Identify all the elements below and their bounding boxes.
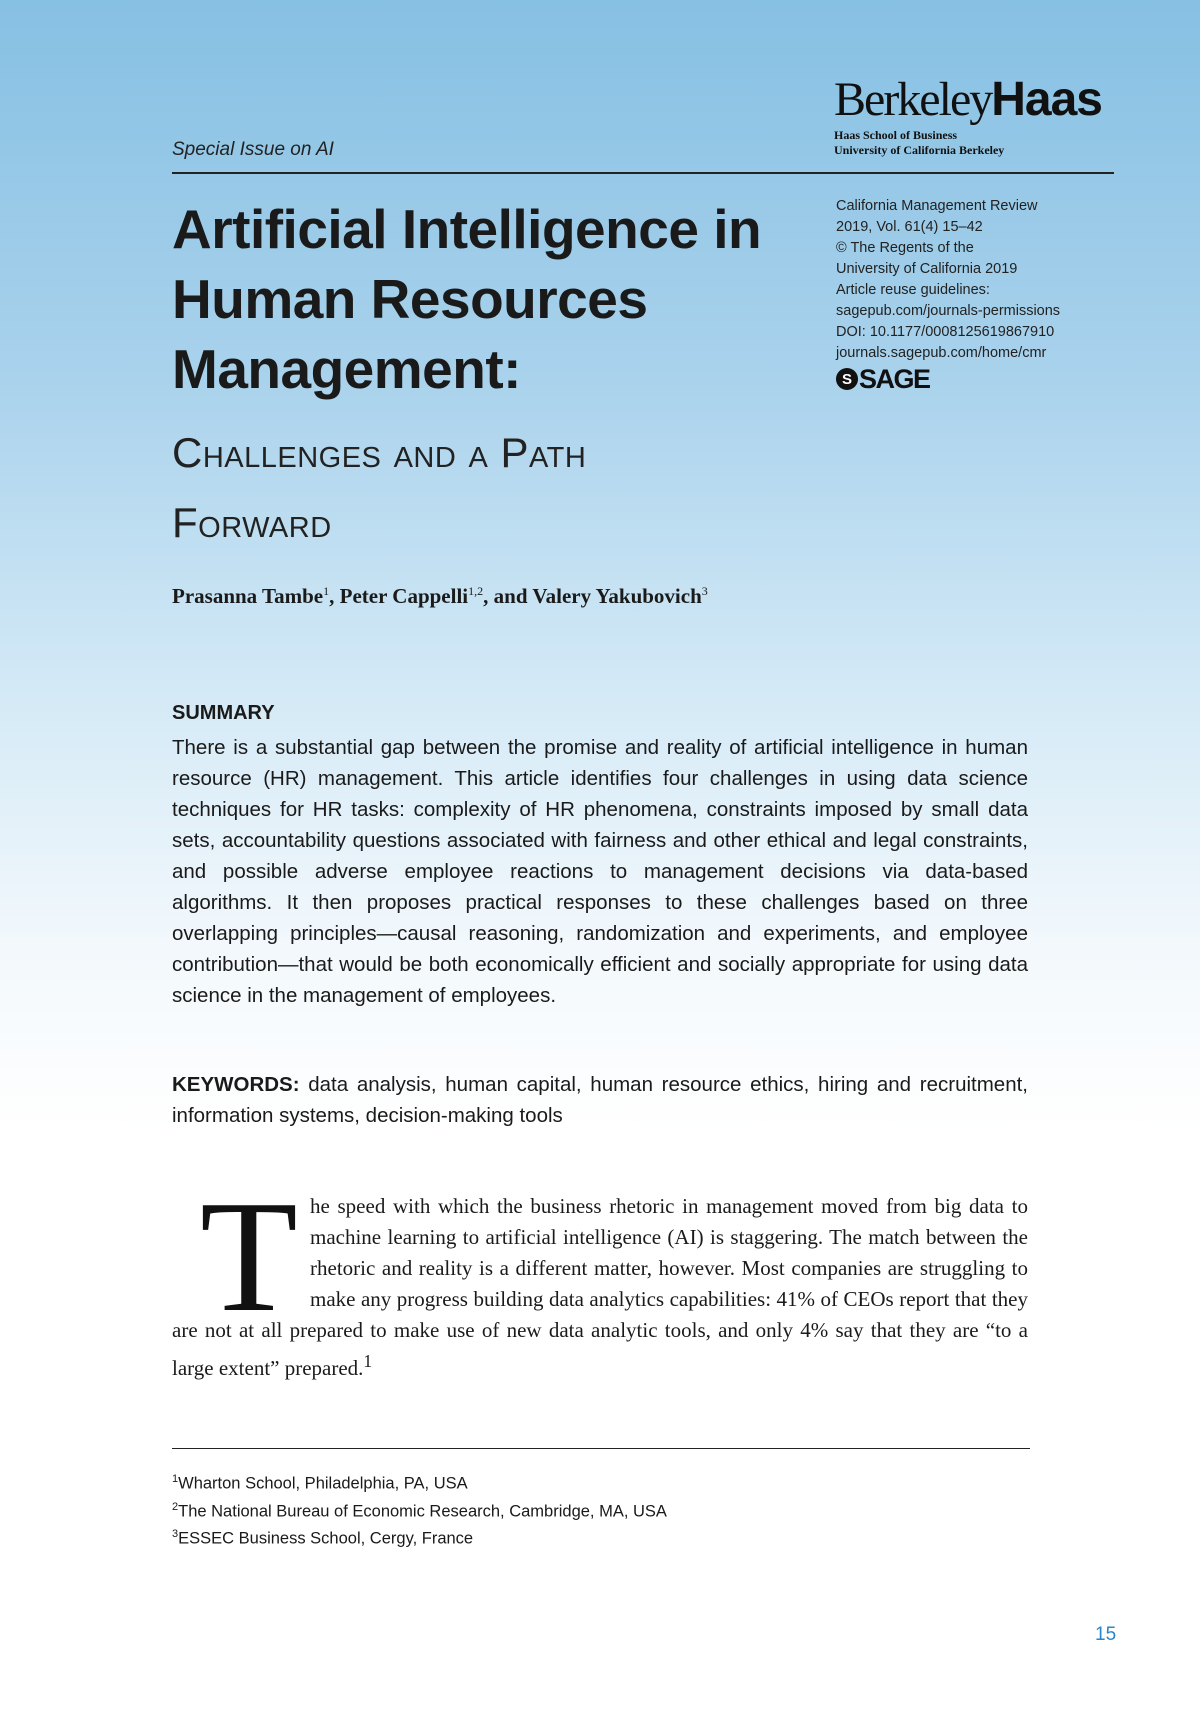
author-name: Prasanna Tambe — [172, 584, 324, 608]
footnotes — [172, 1468, 667, 1551]
author-list — [172, 584, 708, 609]
permissions-link[interactable]: sagepub.com/journals-permissions — [836, 303, 1061, 319]
article-title: Artificial Intelligence in Human Resources Management: — [172, 198, 762, 400]
author-separator: , and — [483, 584, 533, 608]
journal-name: California Management Review — [836, 198, 1038, 214]
body-paragraph — [172, 1191, 1028, 1384]
sage-circle-icon: S — [836, 368, 858, 390]
journal-homepage-link[interactable]: journals.sagepub.com/home/cmr — [836, 345, 1047, 361]
reuse-guidelines-label: Article reuse guidelines: — [836, 282, 990, 298]
logo-berkeley: Berkeley — [834, 73, 992, 126]
logo-wordmark — [834, 73, 1102, 126]
issue-label: Special Issue on AI — [172, 139, 334, 160]
summary-heading: SUMMARY — [172, 702, 275, 724]
drop-cap: T — [200, 1167, 298, 1345]
journal-copyright-2: University of California 2019 — [836, 261, 1018, 277]
header-divider — [172, 172, 1114, 174]
footnote-text: The National Bureau of Economic Research, Cambridge, MA, USA — [178, 1502, 667, 1520]
footnote-number: 1 — [172, 1473, 179, 1485]
author-separator: , — [329, 584, 340, 608]
journal-info — [836, 196, 1126, 394]
sage-wordmark: SAGE — [859, 363, 930, 394]
article-subtitle: Challenges and a Path Forward — [172, 429, 587, 546]
author-affiliation-mark: 1 — [323, 584, 330, 598]
footnote — [172, 1523, 667, 1551]
summary-text: There is a substantial gap between the promise and reality of artificial intelligence in human resource (HR) management. This article identifies four challenges in using data science techniques for HR tasks: complexity of HR phenomena, constraints imposed by small data sets, accountability questions associated with fairness and other ethical and legal constraints, and possible adverse employee reactions to management decisions via data-based algorithms. It then proposes practical responses to these challenges based on three overlapping principles—causal reasoning, randomization and experiments, and employee contribution—that would be both economically efficient and socially appropriate for using data science in the management of employees. — [172, 736, 1028, 1007]
footnote-divider — [172, 1448, 1030, 1449]
logo-haas: Haas — [991, 73, 1102, 126]
logo-line-2: University of California Berkeley — [834, 143, 1005, 157]
logo-line-1: Haas School of Business — [834, 128, 958, 142]
keywords — [172, 1069, 1028, 1131]
author-name: Peter Cappelli — [339, 584, 469, 608]
footnote-text: ESSEC Business School, Cergy, France — [178, 1529, 474, 1548]
sage-logo — [836, 363, 1126, 394]
page-number: 15 — [1095, 1624, 1117, 1645]
author-affiliation-mark: 1,2 — [468, 584, 484, 598]
keywords-label: KEYWORDS: — [172, 1073, 300, 1096]
journal-copyright-1: © The Regents of the — [836, 240, 974, 256]
author-name: Valery Yakubovich — [532, 584, 702, 608]
author-affiliation-mark: 3 — [701, 584, 708, 598]
footnote-number: 3 — [172, 1528, 179, 1540]
footnote — [172, 1496, 667, 1524]
footnote-ref[interactable]: 1 — [363, 1351, 373, 1371]
logo-subtitle — [834, 128, 1102, 158]
doi[interactable]: DOI: 10.1177/0008125619867910 — [836, 324, 1055, 340]
footnote-number: 2 — [172, 1500, 179, 1513]
body-text: he speed with which the business rhetoric in management moved from big data to machine learning to artificial intelligence (AI) is staggering. The match between the rhetoric and reality is a different matter, however. Most companies are struggling to make any progress building data analytics capabilities: 41% of CEOs report that they are not at all prepared to make use of new data analytic tools, and only 4% say that they are “to a large extent” prepared. — [172, 1194, 1028, 1380]
berkeley-haas-logo — [834, 73, 1102, 158]
journal-volume: 2019, Vol. 61(4) 15–42 — [836, 219, 983, 235]
footnote-text: Wharton School, Philadelphia, PA, USA — [178, 1474, 468, 1493]
footnote — [172, 1468, 667, 1496]
keywords-text: data analysis, human capital, human resource ethics, hiring and recruitment, information systems, decision-making tools — [172, 1073, 1028, 1127]
